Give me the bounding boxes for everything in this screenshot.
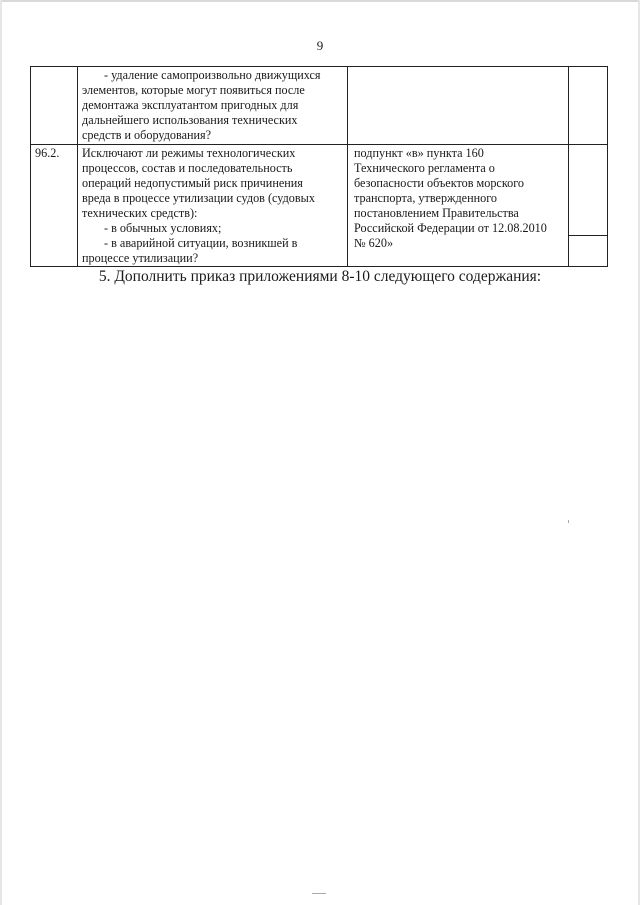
table-row xyxy=(31,67,608,145)
answer-cell xyxy=(569,145,608,267)
question-cell xyxy=(78,145,348,267)
scan-speck xyxy=(568,520,569,523)
answer-subcell-divider xyxy=(569,145,607,236)
item-5-paragraph: 5. Дополнить приказ приложениями 8-10 следующего содержания: xyxy=(98,268,542,285)
reference-text: подпункт «в» пункта 160 Технического регламента о безопасности объектов морского транспорта, утвержденного постановлением Правительства Российской Федерации от 12.08.2010 № 620» xyxy=(354,146,547,250)
reference-cell xyxy=(348,145,569,267)
page-number: 9 xyxy=(316,38,324,53)
requirements-table xyxy=(30,66,608,267)
reference-cell xyxy=(348,67,569,145)
row-number-cell: 96.2. xyxy=(31,145,78,267)
answer-cell xyxy=(569,67,608,145)
page-edge-top xyxy=(0,0,640,2)
scan-speck xyxy=(312,893,326,894)
question-text: - удаление самопроизвольно движущихся элементов, которые могут появиться после демонтажа эксплуатантом пригодных для дальнейшего использования технических средств и оборудования? xyxy=(82,68,321,142)
page-edge-left xyxy=(0,0,2,905)
question-cell xyxy=(78,67,348,145)
row-number-cell xyxy=(31,67,78,145)
question-text: Исключают ли режимы технологических процессов, состав и последовательность операций недопустимый риск причинения вреда в процессе утилизации судов (судовых технических средств): - в обычных условиях; - в аварийной ситуации, возникшей в процессе утилизации? xyxy=(82,146,315,265)
table-row xyxy=(31,145,608,267)
